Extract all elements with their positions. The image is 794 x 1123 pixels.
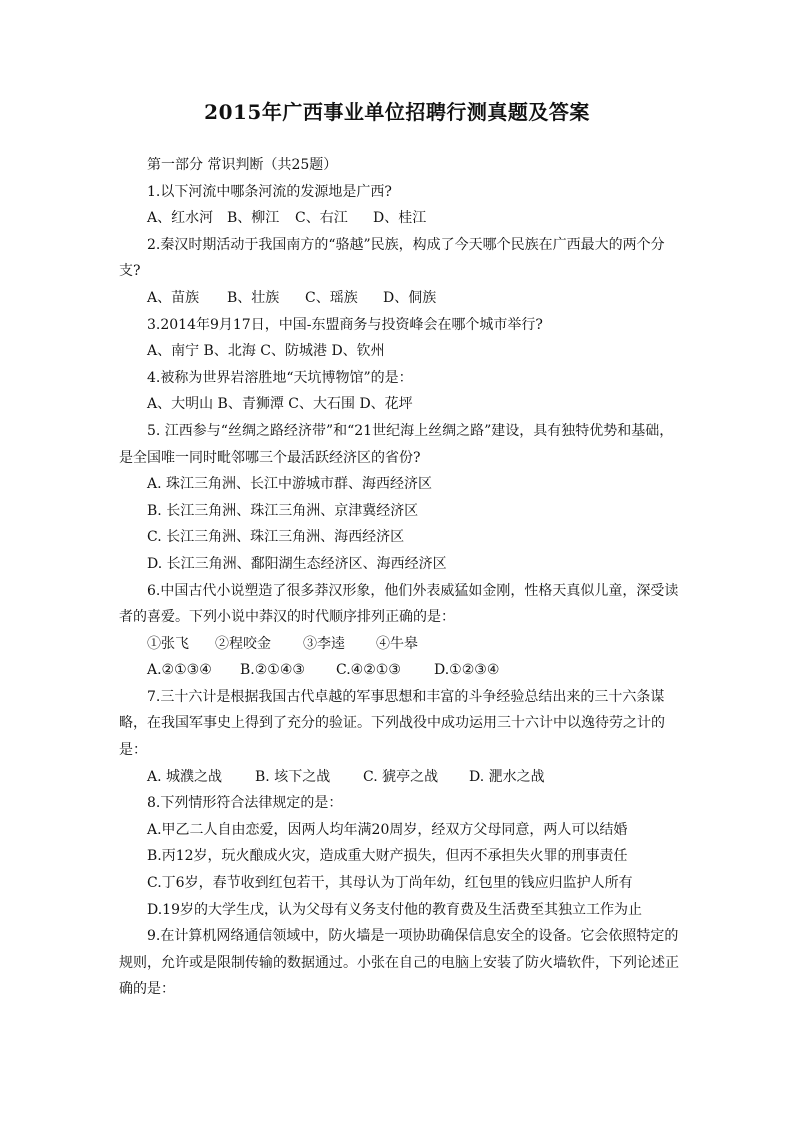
question-1-stem: 1.以下河流中哪条河流的发源地是广西?	[147, 183, 392, 200]
option-d: D、侗族	[383, 289, 437, 306]
option-d: D. 淝水之战	[469, 768, 545, 785]
item-3: ③李逵	[303, 635, 345, 652]
section-heading: 第一部分 常识判断（共25题）	[147, 157, 338, 173]
option-c: C、瑶族	[305, 289, 358, 306]
option-c: C.丁6岁，春节收到红包若干，其母认为丁尚年幼，红包里的钱应归监护人所有	[147, 875, 633, 892]
question-3-stem: 3.2014年9月17日，中国-东盟商务与投资峰会在哪个城市举行?	[147, 316, 543, 333]
option-a: A、红水河	[147, 210, 214, 227]
option-b: B. 垓下之战	[255, 768, 331, 785]
question-4-stem: 4.被称为世界岩溶胜地“天坑博物馆”的是：	[147, 369, 413, 386]
question-2-stem: 2.秦汉时期活动于我国南方的“骆越”民族，构成了今天哪个民族在广西最大的两个分支?	[119, 236, 665, 280]
option-b: B、壮族	[227, 289, 280, 306]
document-title: 2015年广西事业单位招聘行测真题及答案	[204, 100, 590, 124]
option-d: D. 长江三角洲、鄱阳湖生态经济区、海西经济区	[147, 555, 447, 572]
question-7-stem: 7.三十六计是根据我国古代卓越的军事思想和丰富的斗争经验总结出来的三十六条谋略，在我国军事史上得到了充分的验证。下列战役中成功运用三十六计中以逸待劳之计的是：	[119, 688, 665, 759]
question-3-options: A、南宁 B、北海 C、防城港 D、钦州	[147, 343, 385, 360]
question-2-options	[119, 285, 679, 312]
question-5-stem: 5. 江西参与“丝绸之路经济带”和“21世纪海上丝绸之路”建设，具有独特优势和基础，是全国唯一同时毗邻哪三个最活跃经济区的省份?	[119, 422, 674, 466]
option-a: A.②①③④	[147, 662, 212, 679]
question-1-options	[119, 205, 679, 232]
option-d: D.①②③④	[434, 662, 500, 679]
option-d: D、桂江	[373, 210, 427, 227]
option-b: B.②①④③	[240, 662, 305, 679]
question-6-items	[119, 631, 679, 658]
option-b: B、柳江	[227, 210, 280, 227]
item-4: ④牛皋	[376, 635, 418, 652]
option-c: C. 长江三角洲、珠江三角洲、海西经济区	[147, 529, 405, 546]
question-4-options: A、大明山 B、青狮潭 C、大石围 D、花坪	[147, 396, 413, 413]
option-a: A. 珠江三角洲、长江中游城市群、海西经济区	[147, 476, 433, 493]
option-c: C.④②①③	[336, 662, 401, 679]
option-b: B. 长江三角洲、珠江三角洲、京津冀经济区	[147, 502, 419, 519]
option-a: A、苗族	[147, 289, 200, 306]
option-b: B.丙12岁，玩火酿成火灾，造成重大财产损失，但丙不承担失火罪的刑事责任	[147, 848, 628, 865]
question-7-options	[119, 764, 679, 791]
question-6-stem: 6.中国古代小说塑造了很多莽汉形象，他们外表威猛如金刚，性格天真似儿童，深受读者的喜爱。下列小说中莽汉的时代顺序排列正确的是：	[119, 582, 679, 626]
item-1: ①张飞	[147, 635, 189, 652]
question-6-options	[119, 657, 679, 684]
option-a: A.甲乙二人自由恋爱，因两人均年满20周岁，经双方父母同意，两人可以结婚	[147, 821, 628, 838]
option-a: A. 城濮之战	[147, 768, 223, 785]
question-8-stem: 8.下列情形符合法律规定的是：	[147, 795, 343, 812]
question-9-stem: 9.在计算机网络通信领域中，防火墙是一项协助确保信息安全的设备。它会依照特定的规则，允许或是限制传输的数据通过。小张在自己的电脑上安装了防火墙软件，下列论述正确的是：	[119, 928, 679, 998]
option-c: C、右江	[295, 210, 348, 227]
option-d: D.19岁的大学生戊，认为父母有义务支付他的教育费及生活费至其独立工作为止	[147, 901, 642, 918]
option-c: C. 猇亭之战	[363, 768, 439, 785]
question-body	[119, 152, 679, 1003]
item-2: ②程咬金	[215, 635, 271, 652]
